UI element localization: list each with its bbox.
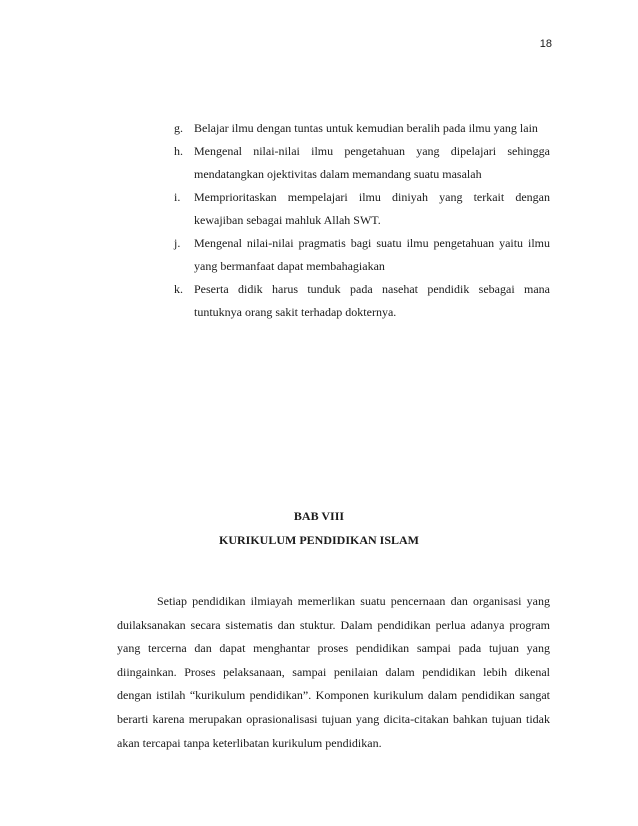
list-item [174, 232, 550, 278]
body-paragraph: Setiap pendidikan ilmiayah memerlikan suatu pencernaan dan organisasi yang duilaksanakan secara sistematis dan stuktur. Dalam pendidikan perlua adanya program yang tercerna dan dapat menghantar proses pendidikan sampai pada tujuan yang diingainkan. Proses pelaksanaan, sampai penilaian dalam pendidikan lebih dikenal dengan istilah “kurikulum pendidikan”. Komponen kurikulum dalam pendidikan sangat berarti karena merupakan oprasionalisasi tujuan yang dicita-citakan bahkan tujuan tidak akan tercapai tanpa keterlibatan kurikulum pendidikan. [117, 594, 550, 750]
list-marker: j. [174, 236, 181, 250]
list-item-text: Mengenal nilai-nilai pragmatis bagi suatu ilmu pengetahuan yaitu ilmu yang bermanfaat dapat membahagiakan [194, 236, 550, 273]
list-marker: h. [174, 144, 183, 158]
list-item-text: Memprioritaskan mempelajari ilmu diniyah yang terkait dengan kewajiban sebagai mahluk Allah SWT. [194, 190, 550, 227]
chapter-heading: BAB VIII [293, 509, 345, 523]
list-item [174, 278, 550, 324]
list-item [174, 186, 550, 232]
list-item-text: Belajar ilmu dengan tuntas untuk kemudian beralih pada ilmu yang lain [194, 121, 538, 135]
list-item [174, 140, 550, 186]
list-item-text: Mengenal nilai-nilai ilmu pengetahuan yang dipelajari sehingga mendatangkan ojektivitas dalam memandang suatu masalah [194, 144, 550, 181]
page-number: 18 [539, 38, 552, 50]
list-item-text: Peserta didik harus tunduk pada nasehat pendidik sebagai mana tuntuknya orang sakit terhadap dokternya. [194, 282, 550, 319]
list-marker: k. [174, 282, 183, 296]
list-marker: i. [174, 190, 181, 204]
chapter-title: KURIKULUM PENDIDIKAN ISLAM [218, 533, 419, 547]
list-item [174, 117, 550, 140]
list-marker: g. [174, 121, 183, 135]
lettered-list [174, 117, 550, 324]
